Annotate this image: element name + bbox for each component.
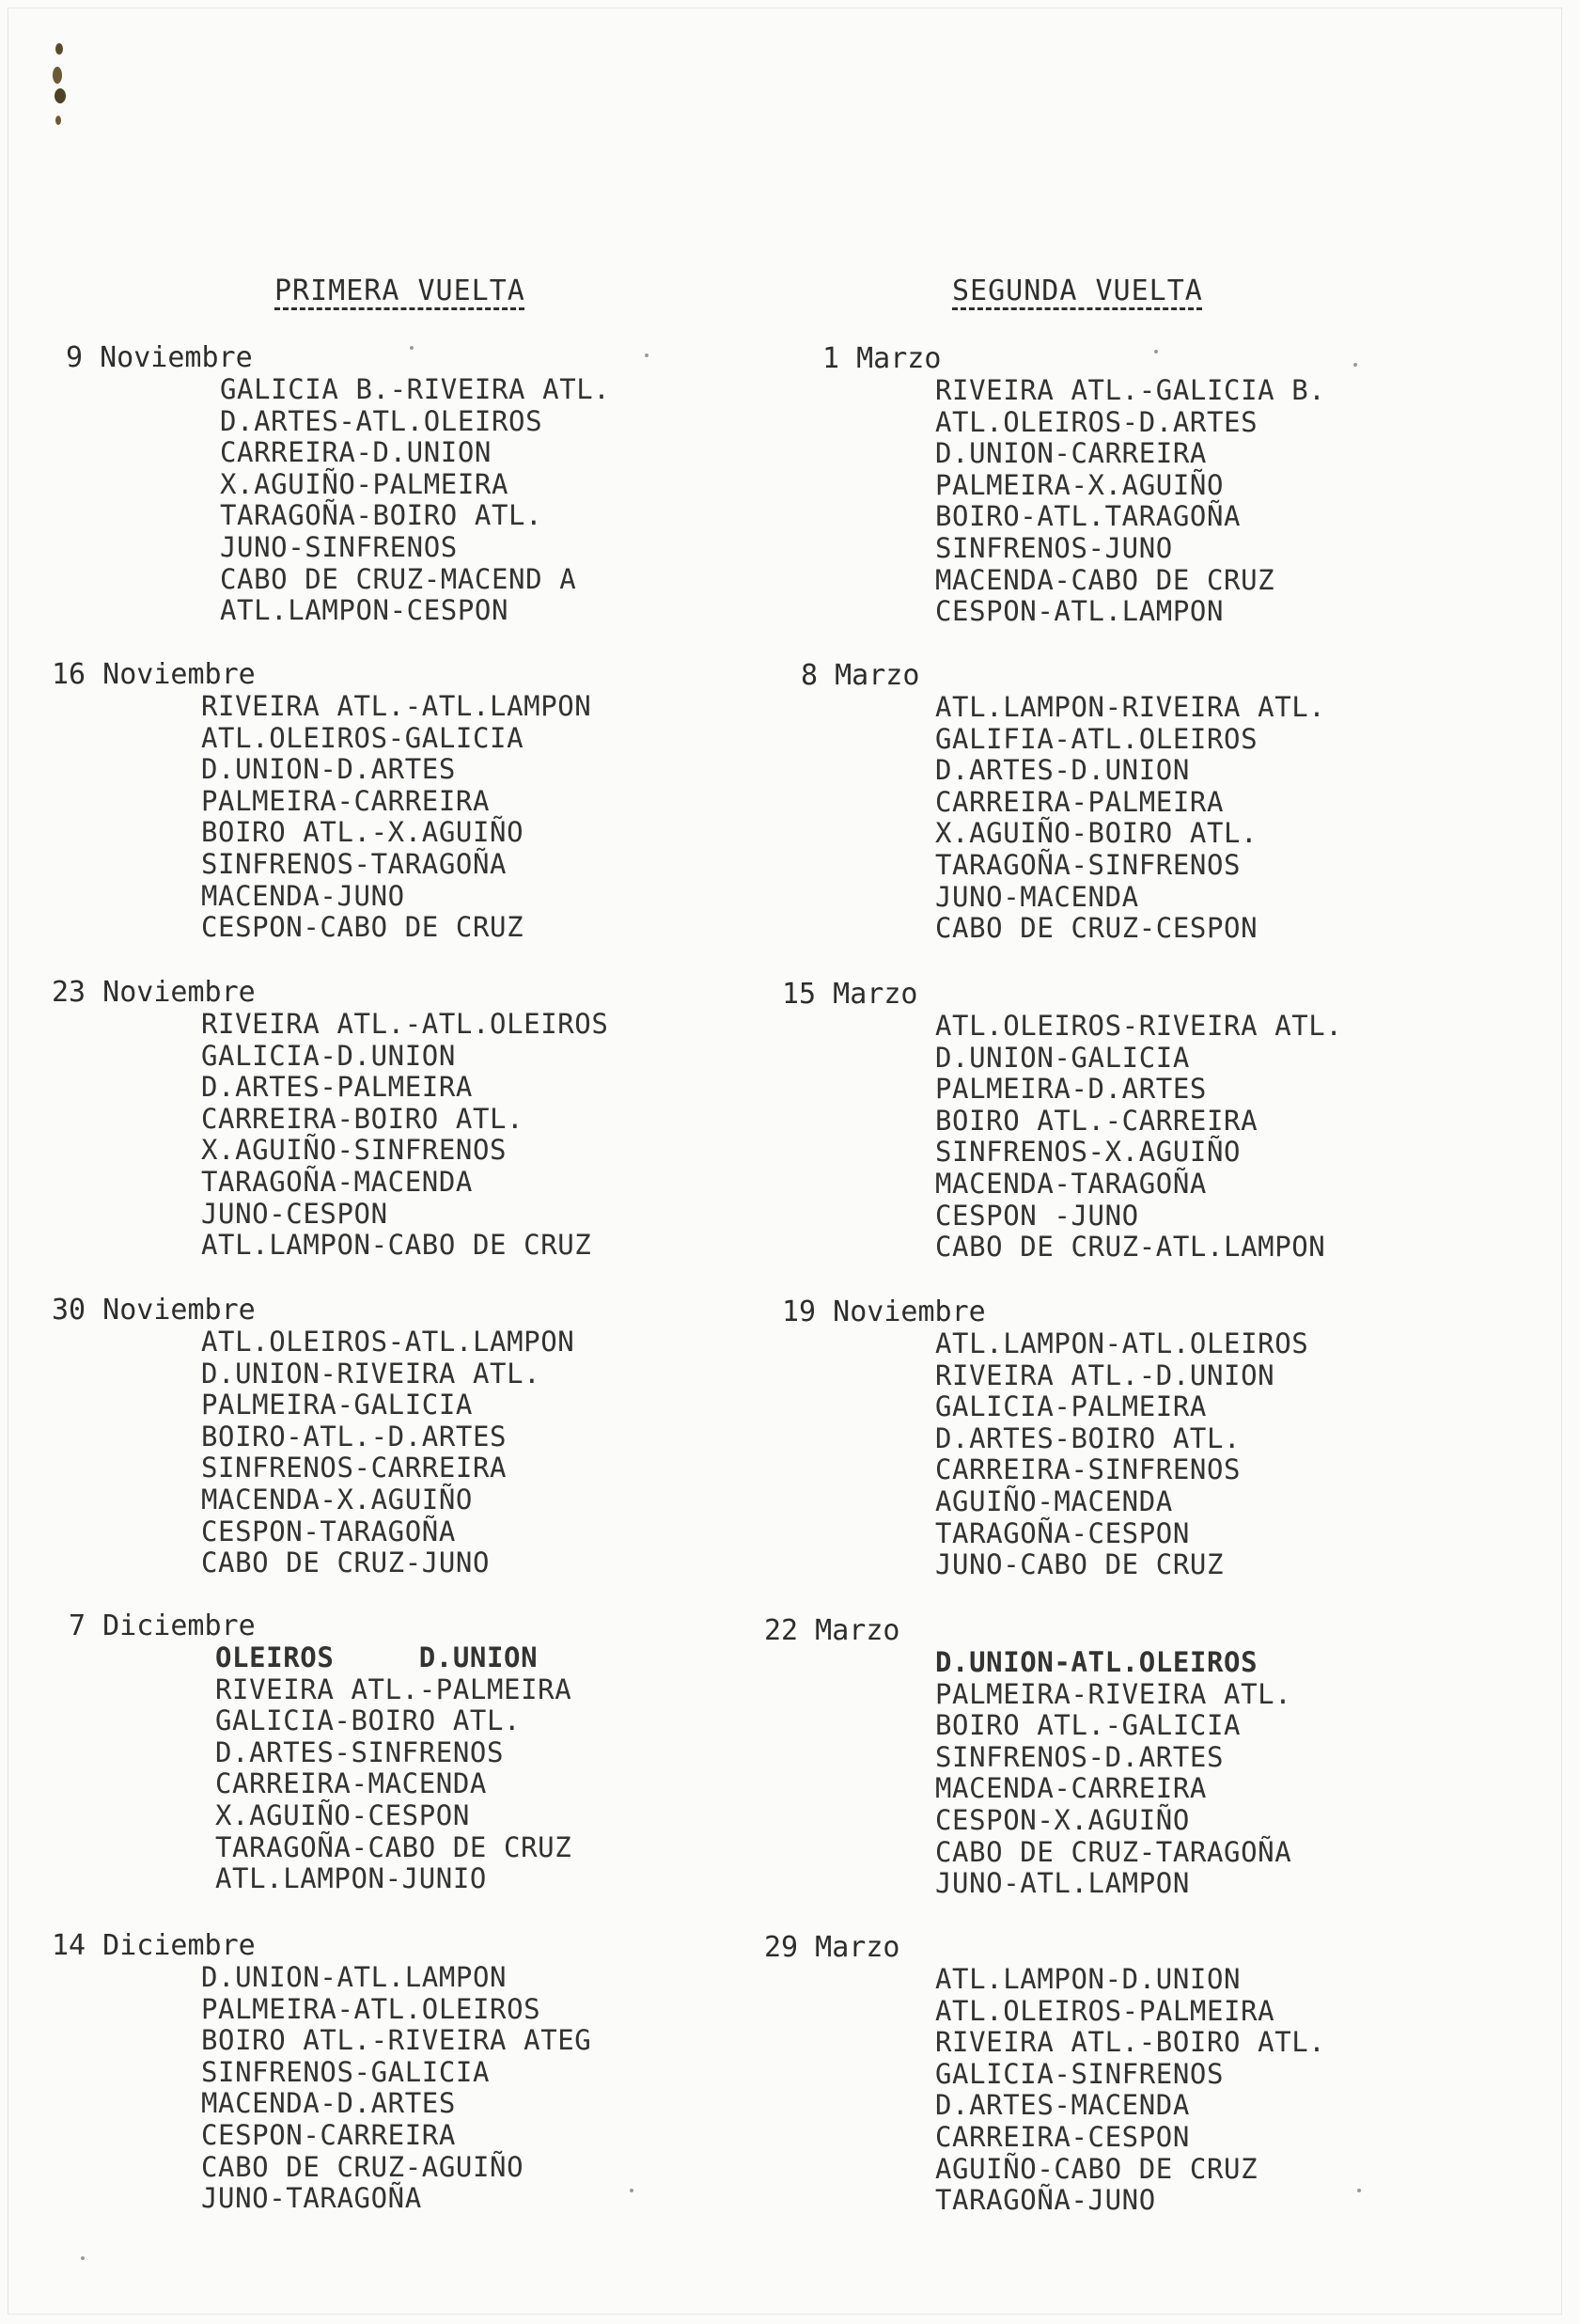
- match-line: D.ARTES-ATL.OLEIROS: [220, 404, 543, 437]
- match-line: CABO DE CRUZ-ATL.LAMPON: [935, 1231, 1326, 1264]
- match-line: ATL.OLEIROS-D.ARTES: [935, 405, 1259, 438]
- match-line: X.AGUIÑO-CESPON: [215, 1798, 470, 1831]
- round-date: 14 Diciembre: [52, 1929, 256, 1962]
- match-line: JUNO-CABO DE CRUZ: [935, 1548, 1225, 1581]
- round-date: 9 Noviembre: [66, 341, 253, 374]
- match-line: MACENDA-JUNO: [201, 879, 405, 912]
- round-block: [782, 1296, 1308, 1581]
- match-line: CESPON-ATL.LAMPON: [935, 595, 1225, 628]
- match-line: ATL.LAMPON-CESPON: [220, 594, 509, 627]
- match-line: JUNO-MACENDA: [935, 880, 1139, 913]
- match-line: ATL.OLEIROS-ATL.LAMPON: [201, 1326, 575, 1358]
- match-line: CABO DE CRUZ-MACEND A: [220, 562, 577, 595]
- match-line: TARAGOÑA-SINFRENOS: [935, 848, 1242, 881]
- match-line: AGUIÑO-CABO DE CRUZ: [935, 2152, 1259, 2185]
- match-line: TARAGOÑA-CABO DE CRUZ: [215, 1830, 572, 1863]
- match-line: BOIRO-ATL.TARAGOÑA: [935, 500, 1242, 533]
- match-line: BOIRO ATL.-X.AGUIÑO: [201, 816, 524, 849]
- ink-speck: [630, 2189, 633, 2192]
- match-line: CESPON-X.AGUIÑO: [935, 1803, 1190, 1836]
- round-date: 23 Noviembre: [52, 976, 256, 1009]
- match-line: BOIRO ATL.-RIVEIRA ATEG: [201, 2024, 592, 2057]
- match-list: [201, 1962, 591, 2215]
- round-block: [822, 343, 1325, 628]
- match-line: CARREIRA-SINFRENOS: [935, 1453, 1242, 1486]
- round-block: [52, 1930, 591, 2215]
- match-line: CABO DE CRUZ-JUNO: [201, 1547, 491, 1579]
- match-line: ATL.OLEIROS-GALICIA: [201, 721, 524, 754]
- match-line: RIVEIRA ATL.-ATL.LAMPON: [201, 690, 592, 722]
- match-line: SINFRENOS-CARREIRA: [201, 1452, 508, 1484]
- match-line: MACENDA-X.AGUIÑO: [201, 1483, 473, 1515]
- match-line: BOIRO ATL.-GALICIA: [935, 1709, 1242, 1742]
- match-line: SINFRENOS-X.AGUIÑO: [935, 1136, 1242, 1169]
- round-block: [764, 1615, 1291, 1900]
- match-line: D.UNION-GALICIA: [935, 1041, 1190, 1074]
- match-line: CESPON -JUNO: [935, 1199, 1139, 1232]
- match-line: CABO DE CRUZ-TARAGOÑA: [935, 1835, 1292, 1868]
- match-line: MACENDA-CARREIRA: [935, 1772, 1207, 1805]
- match-line: CABO DE CRUZ-AGUIÑO: [201, 2150, 524, 2183]
- match-list: [201, 1327, 574, 1579]
- match-line: MACENDA-TARAGOÑA: [935, 1167, 1207, 1200]
- match-line: AGUIÑO-MACENDA: [935, 1484, 1173, 1517]
- match-line: CARREIRA-CESPON: [935, 2120, 1190, 2153]
- round-block: [52, 1295, 574, 1579]
- match-line: TARAGOÑA-CESPON: [935, 1516, 1190, 1549]
- match-line: JUNO-CESPON: [201, 1197, 388, 1230]
- match-line: BOIRO ATL.-CARREIRA: [935, 1104, 1259, 1137]
- match-line: SINFRENOS-JUNO: [935, 531, 1173, 564]
- match-line: TARAGOÑA-JUNO: [935, 2184, 1156, 2217]
- round-block: [52, 659, 591, 944]
- match-line: PALMEIRA-ATL.OLEIROS: [201, 1992, 541, 2025]
- match-line: ATL.OLEIROS-RIVEIRA ATL.: [935, 1010, 1343, 1042]
- match-line: PALMEIRA-GALICIA: [201, 1389, 473, 1421]
- round-date: 22 Marzo: [764, 1614, 900, 1647]
- match-line: SINFRENOS-D.ARTES: [935, 1740, 1225, 1773]
- match-line: CARREIRA-BOIRO ATL.: [201, 1102, 524, 1135]
- match-line: PALMEIRA-RIVEIRA ATL.: [935, 1677, 1292, 1710]
- match-line: D.UNION-CARREIRA: [935, 437, 1207, 470]
- match-line: ATL.OLEIROS-PALMEIRA: [935, 1994, 1275, 2027]
- match-line: ATL.LAMPON-JUNIO: [215, 1862, 487, 1895]
- round-block: [66, 342, 610, 627]
- match-line: D.UNION-RIVEIRA ATL.: [201, 1357, 541, 1390]
- match-list: [201, 1009, 608, 1262]
- match-list: [935, 692, 1325, 945]
- match-list: [935, 1647, 1291, 1900]
- ink-speck: [81, 2256, 85, 2260]
- match-line: RIVEIRA ATL.-GALICIA B.: [935, 374, 1326, 406]
- match-line: RIVEIRA ATL.-ATL.OLEIROS: [201, 1008, 609, 1040]
- match-line: RIVEIRA ATL.-D.UNION: [935, 1358, 1275, 1391]
- round-block: [801, 660, 1325, 945]
- match-line: RIVEIRA ATL.-BOIRO ATL.: [935, 2026, 1326, 2059]
- round-date: 7 Diciembre: [69, 1610, 256, 1642]
- match-list: [935, 375, 1325, 628]
- match-line: JUNO-ATL.LAMPON: [935, 1867, 1190, 1900]
- match-list: [935, 1328, 1308, 1581]
- round-block: [69, 1610, 571, 1895]
- match-line: CARREIRA-MACENDA: [215, 1767, 487, 1800]
- match-line: GALIFIA-ATL.OLEIROS: [935, 722, 1259, 755]
- round-date: 15 Marzo: [782, 978, 918, 1011]
- match-line: D.UNION-ATL.OLEIROS: [935, 1646, 1259, 1678]
- match-list: [935, 1964, 1325, 2217]
- match-line: ATL.LAMPON-ATL.OLEIROS: [935, 1327, 1309, 1359]
- match-line: D.ARTES-MACENDA: [935, 2089, 1190, 2122]
- match-list: [220, 374, 610, 627]
- round-date: 29 Marzo: [764, 1931, 900, 1964]
- match-line: JUNO-SINFRENOS: [220, 530, 458, 563]
- match-line: GALICIA-SINFRENOS: [935, 2057, 1225, 2090]
- round-block: [764, 1932, 1325, 2217]
- match-line: JUNO-TARAGOÑA: [201, 2182, 422, 2215]
- match-line: CESPON-CABO DE CRUZ: [201, 911, 524, 944]
- round-date: 8 Marzo: [801, 659, 920, 692]
- match-line: ATL.LAMPON-CABO DE CRUZ: [201, 1229, 592, 1262]
- match-line: BOIRO-ATL.-D.ARTES: [201, 1420, 508, 1452]
- match-line: X.AGUIÑO-PALMEIRA: [220, 467, 509, 500]
- segunda-vuelta-title: SEGUNDA VUELTA: [952, 275, 1203, 307]
- match-line: CESPON-TARAGOÑA: [201, 1515, 456, 1547]
- round-date: 16 Noviembre: [52, 658, 256, 691]
- match-line: CARREIRA-PALMEIRA: [935, 785, 1225, 818]
- match-line: X.AGUIÑO-SINFRENOS: [201, 1134, 508, 1167]
- round-date: 19 Noviembre: [782, 1295, 986, 1328]
- round-date: 30 Noviembre: [52, 1294, 256, 1327]
- match-line: MACENDA-D.ARTES: [201, 2087, 456, 2120]
- match-line: PALMEIRA-D.ARTES: [935, 1073, 1207, 1106]
- match-line: TARAGOÑA-MACENDA: [201, 1165, 473, 1198]
- match-line: PALMEIRA-X.AGUIÑO: [935, 468, 1225, 501]
- ink-speck: [1353, 363, 1357, 367]
- match-line: TARAGOÑA-BOIRO ATL.: [220, 499, 543, 532]
- match-line: CARREIRA-D.UNION: [220, 436, 492, 469]
- ink-speck: [1357, 2189, 1361, 2192]
- match-line: ATL.LAMPON-D.UNION: [935, 1963, 1242, 1995]
- match-line: D.ARTES-D.UNION: [935, 754, 1190, 787]
- match-line: SINFRENOS-GALICIA: [201, 2055, 491, 2088]
- round-block: [782, 979, 1342, 1264]
- match-line: X.AGUIÑO-BOIRO ATL.: [935, 817, 1259, 850]
- match-line: GALICIA-D.UNION: [201, 1039, 456, 1072]
- match-line: D.ARTES-SINFRENOS: [215, 1735, 505, 1768]
- match-line: RIVEIRA ATL.-PALMEIRA: [215, 1672, 572, 1705]
- match-line: ATL.LAMPON-RIVEIRA ATL.: [935, 691, 1326, 723]
- ink-speck: [410, 346, 414, 350]
- round-block: [52, 977, 608, 1262]
- match-line: GALICIA-BOIRO ATL.: [215, 1704, 522, 1737]
- match-line: D.ARTES-PALMEIRA: [201, 1071, 473, 1104]
- match-list: [215, 1642, 571, 1895]
- match-line: GALICIA-PALMEIRA: [935, 1390, 1207, 1423]
- match-line: CABO DE CRUZ-CESPON: [935, 912, 1259, 945]
- match-line: PALMEIRA-CARREIRA: [201, 784, 491, 817]
- match-line: D.ARTES-BOIRO ATL.: [935, 1421, 1242, 1454]
- match-line: OLEIROS D.UNION: [215, 1641, 539, 1673]
- match-list: [201, 691, 591, 944]
- round-date: 1 Marzo: [822, 342, 942, 375]
- match-line: MACENDA-CABO DE CRUZ: [935, 563, 1275, 596]
- match-line: GALICIA B.-RIVEIRA ATL.: [220, 373, 611, 405]
- ink-smudge-mark: [49, 38, 70, 141]
- ink-speck: [1154, 350, 1158, 353]
- match-line: D.UNION-ATL.LAMPON: [201, 1961, 508, 1993]
- match-line: SINFRENOS-TARAGOÑA: [201, 847, 508, 880]
- primera-vuelta-title: PRIMERA VUELTA: [274, 275, 525, 307]
- ink-speck: [645, 353, 649, 357]
- match-list: [935, 1011, 1342, 1264]
- match-line: D.UNION-D.ARTES: [201, 753, 456, 786]
- match-line: CESPON-CARREIRA: [201, 2118, 456, 2151]
